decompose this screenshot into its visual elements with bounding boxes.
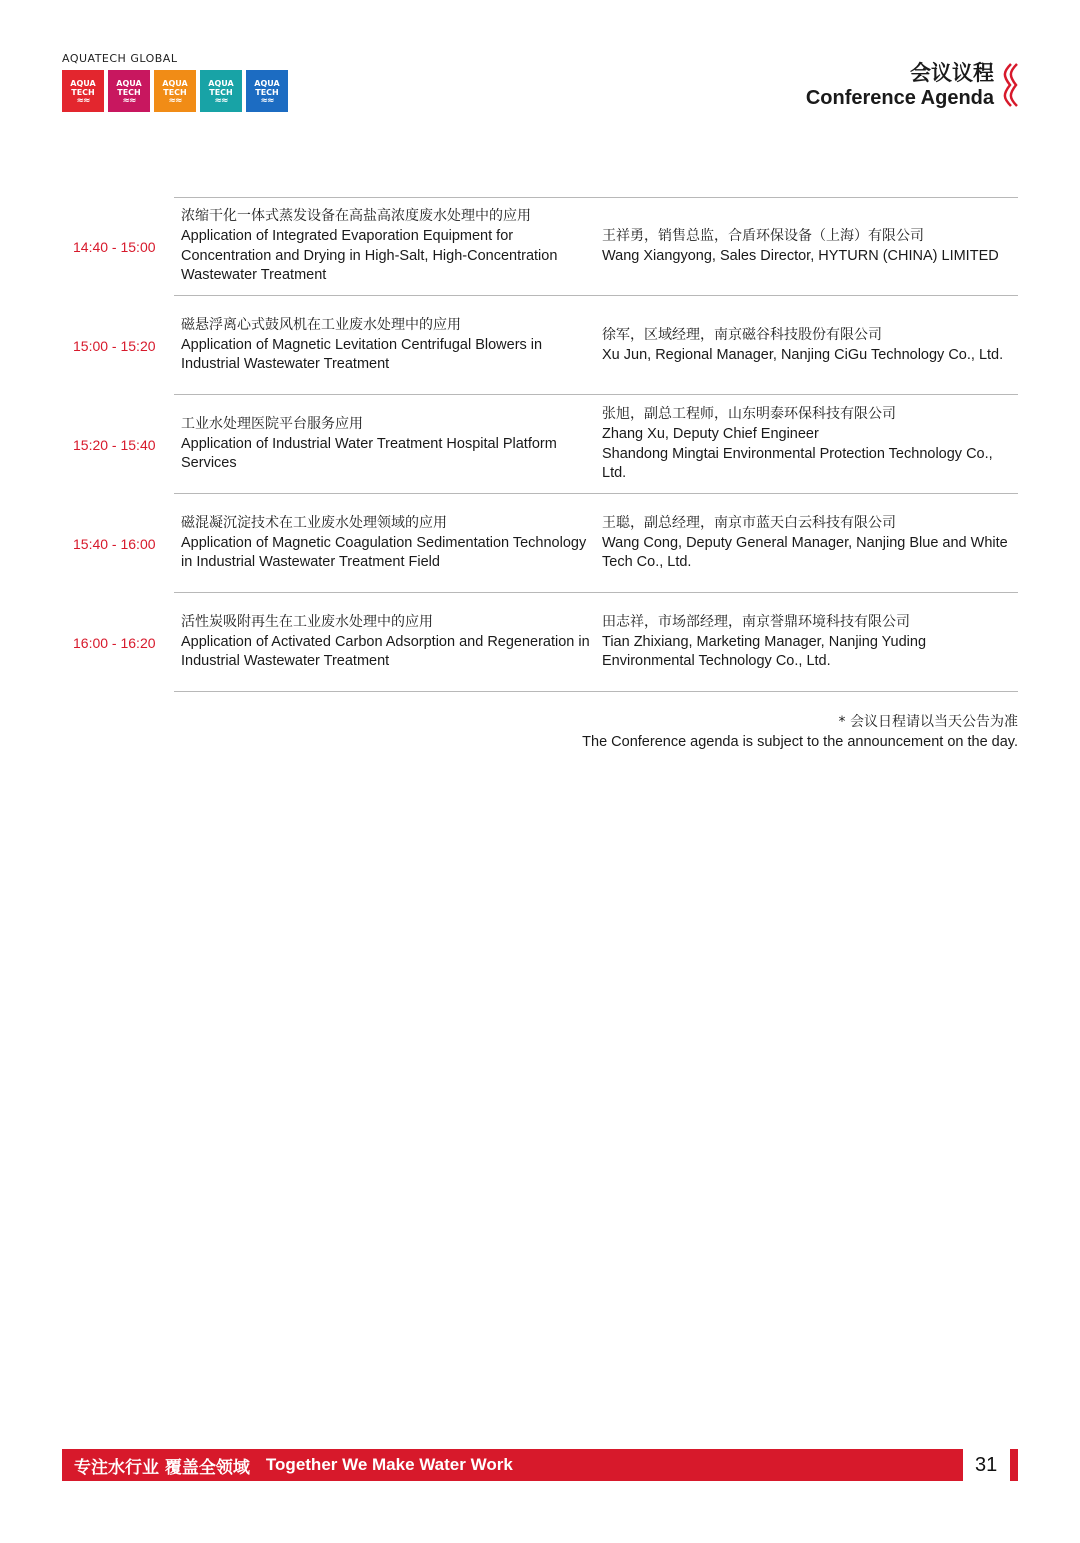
aquatech-logo-3: AQUA TECH ≈≈ <box>154 70 196 112</box>
session-topic <box>181 593 591 692</box>
topic-cn: 磁悬浮离心式鼓风机在工业废水处理中的应用 <box>181 316 461 333</box>
session-time: 15:20 - 15:40 <box>73 436 156 453</box>
topic-en: Application of Magnetic Coagulation Sedimentation Technology in Industrial Wastewater Treatment Field <box>181 534 587 571</box>
session-speaker <box>602 494 1018 593</box>
note-cn: * 会议日程请以当天公告为准 <box>838 714 1018 730</box>
page-title-cn: 会议议程 <box>910 61 994 85</box>
speaker-en: Wang Xiangyong, Sales Director, HYTURN (CHINA) LIMITED <box>602 247 999 264</box>
brand-name: AQUATECH GLOBAL <box>62 52 178 65</box>
page-title <box>806 60 994 110</box>
topic-cn: 浓缩干化一体式蒸发设备在高盐高浓度废水处理中的应用 <box>181 208 531 225</box>
agenda-table <box>62 197 1018 692</box>
speaker-en: Wang Cong, Deputy General Manager, Nanjing Blue and White Tech Co., Ltd. <box>602 534 1008 571</box>
page-number: 31 <box>975 1454 998 1476</box>
footer-slogan-cn: 专注水行业 覆盖全领域 <box>74 1457 250 1478</box>
aquatech-logo-4: AQUA TECH ≈≈ <box>200 70 242 112</box>
aquatech-logo-2: AQUA TECH ≈≈ <box>108 70 150 112</box>
page-number-accent <box>1010 1449 1018 1481</box>
aquatech-logo-5: AQUA TECH ≈≈ <box>246 70 288 112</box>
topic-en: Application of Magnetic Levitation Centrifugal Blowers in Industrial Wastewater Treatment <box>181 336 543 373</box>
session-time: 15:00 - 15:20 <box>73 337 156 354</box>
session-time: 15:40 - 16:00 <box>73 535 156 552</box>
wave-icon: ≈≈ <box>76 95 90 106</box>
speaker-cn: 王聪，副总经理，南京市蓝天白云科技有限公司 <box>602 514 896 531</box>
session-time: 14:40 - 15:00 <box>73 238 156 255</box>
session-topic <box>181 494 591 593</box>
topic-en: Application of Activated Carbon Adsorption and Regeneration in Industrial Wastewater Treatment <box>181 633 590 670</box>
agenda-row <box>62 296 1018 395</box>
topic-cn: 工业水处理医院平台服务应用 <box>181 415 363 432</box>
agenda-row <box>62 494 1018 593</box>
session-speaker <box>602 593 1018 692</box>
session-speaker <box>602 296 1018 395</box>
speaker-en-affiliation: Shandong Mingtai Environmental Protection Technology Co., Ltd. <box>602 445 993 482</box>
session-topic <box>181 296 591 395</box>
topic-en: Application of Industrial Water Treatment Hospital Platform Services <box>181 435 557 472</box>
wave-icon: ≈≈ <box>260 95 274 106</box>
speaker-cn: 徐军，区域经理，南京磁谷科技股份有限公司 <box>602 326 882 343</box>
agenda-row <box>62 593 1018 692</box>
agenda-row <box>62 395 1018 494</box>
logo-strip <box>62 70 288 112</box>
speaker-en: Xu Jun, Regional Manager, Nanjing CiGu Technology Co., Ltd. <box>602 346 1004 363</box>
session-speaker <box>602 395 1018 494</box>
wave-mark-icon <box>1002 62 1020 108</box>
speaker-en: Tian Zhixiang, Marketing Manager, Nanjing Yuding Environmental Technology Co., Ltd. <box>602 633 927 670</box>
agenda-row <box>62 197 1018 296</box>
wave-icon: ≈≈ <box>168 95 182 106</box>
agenda-note <box>582 712 1018 752</box>
session-topic <box>181 395 591 494</box>
session-time: 16:00 - 16:20 <box>73 634 156 651</box>
topic-cn: 活性炭吸附再生在工业废水处理中的应用 <box>181 613 433 630</box>
topic-en: Application of Integrated Evaporation Equipment for Concentration and Drying in High-Salt, High-Concentration Wastewater Treatment <box>181 227 558 284</box>
speaker-cn: 王祥勇，销售总监，合盾环保设备（上海）有限公司 <box>602 227 924 244</box>
wave-icon: ≈≈ <box>122 95 136 106</box>
session-topic <box>181 197 591 296</box>
speaker-cn: 田志祥，市场部经理，南京誉鼎环境科技有限公司 <box>602 613 910 630</box>
wave-icon: ≈≈ <box>214 95 228 106</box>
note-en: The Conference agenda is subject to the announcement on the day. <box>582 734 1018 750</box>
footer-slogan-en: Together We Make Water Work <box>265 1455 513 1474</box>
aquatech-logo-1: AQUA TECH ≈≈ <box>62 70 104 112</box>
page-title-en: Conference Agenda <box>805 87 994 109</box>
speaker-cn: 张旭，副总工程师，山东明泰环保科技有限公司 <box>602 406 896 423</box>
speaker-en: Zhang Xu, Deputy Chief Engineer <box>602 425 819 442</box>
session-speaker <box>602 197 1018 296</box>
footer-bar <box>62 1449 963 1481</box>
topic-cn: 磁混凝沉淀技术在工业废水处理领域的应用 <box>181 514 447 531</box>
